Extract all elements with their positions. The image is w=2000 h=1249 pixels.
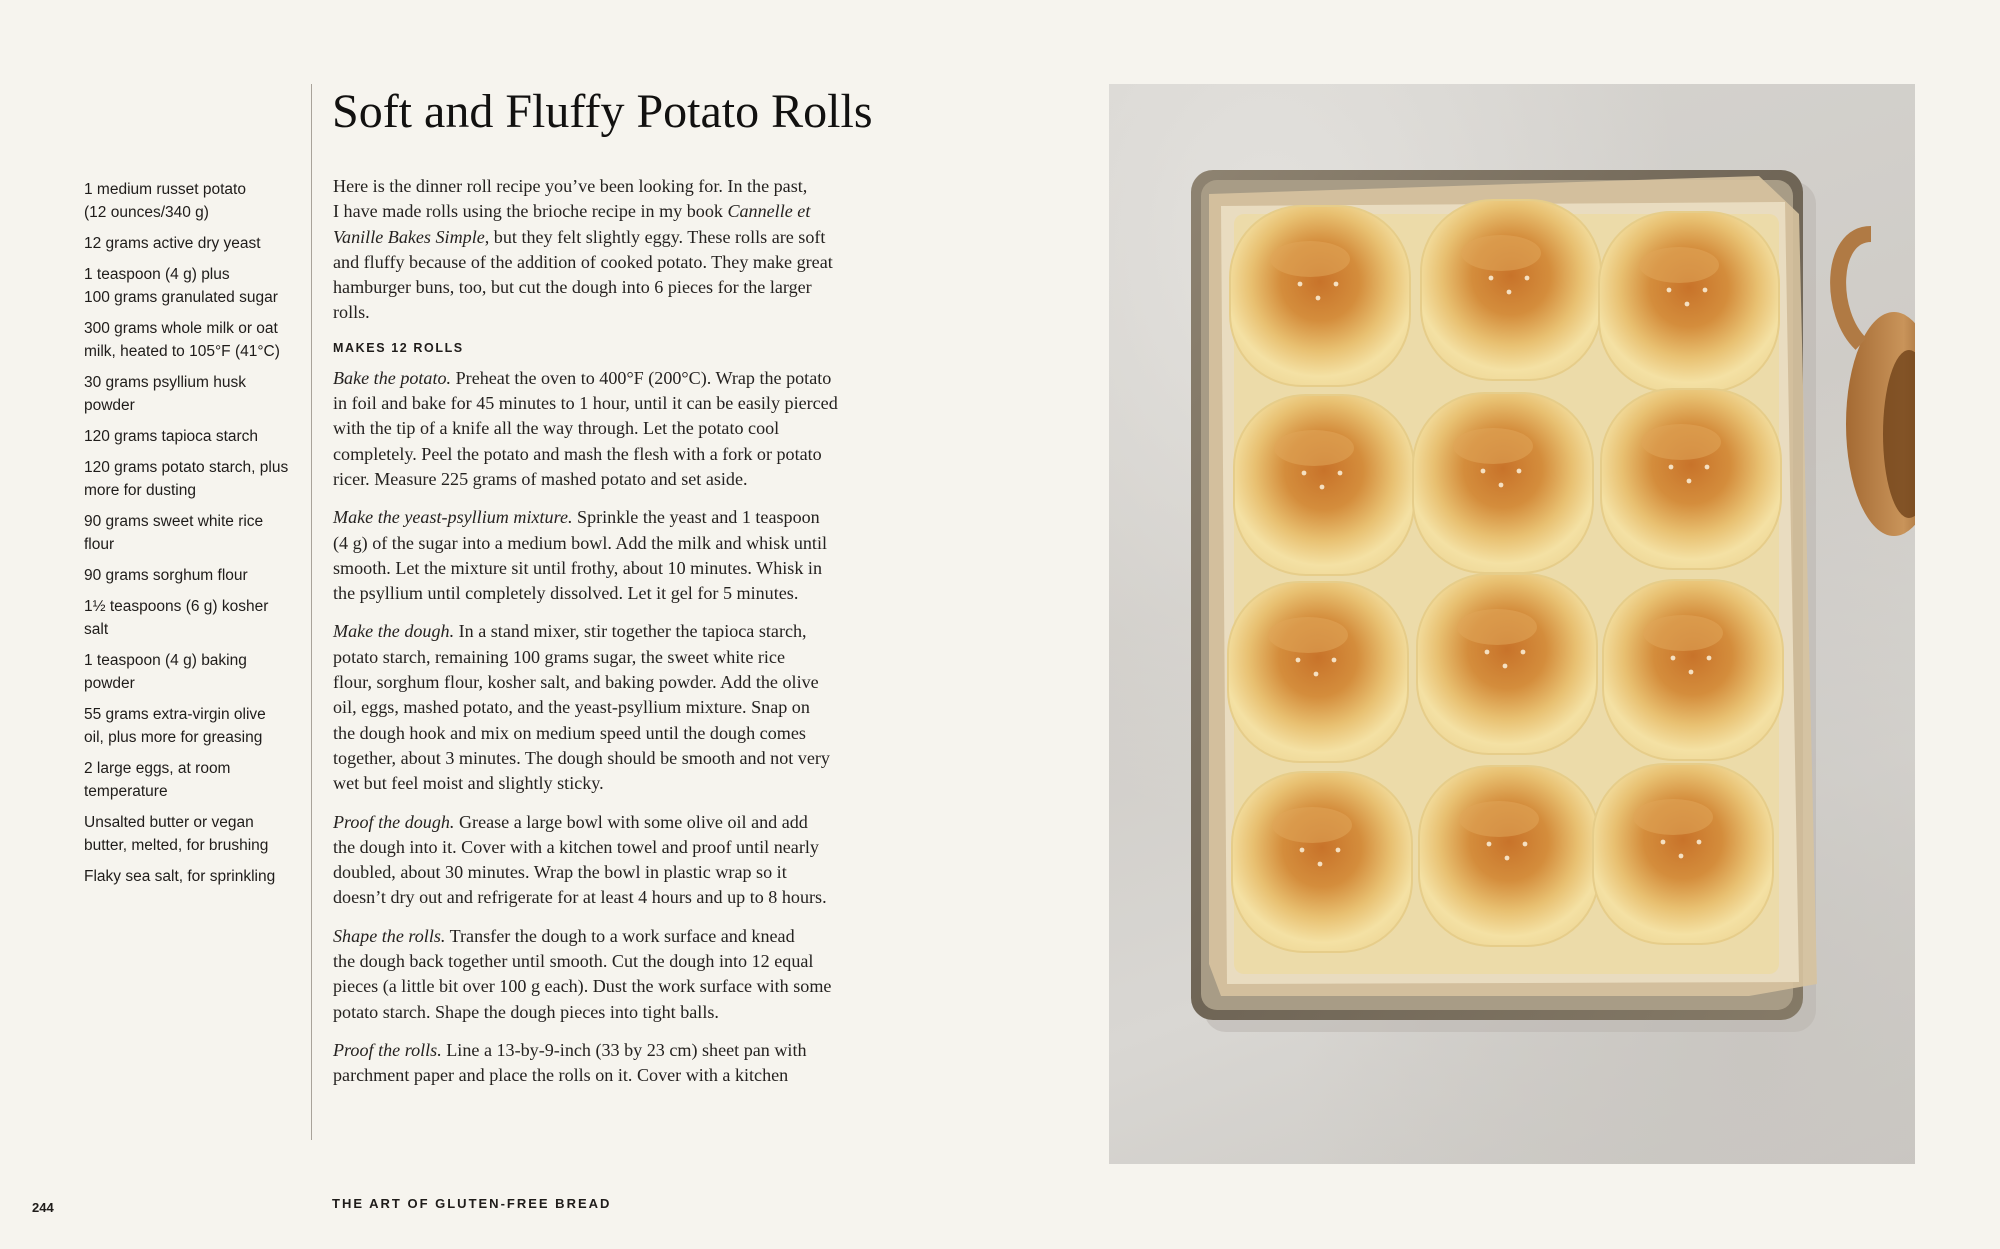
- step-heading: Make the dough.: [333, 621, 455, 642]
- potato-roll: [1413, 393, 1593, 573]
- step-line: [333, 810, 903, 835]
- ingredient-line: 1½ teaspoons (6 g) kosher: [84, 598, 269, 615]
- ingredient-item: [84, 263, 306, 309]
- potato-roll: [1230, 206, 1410, 386]
- step-line: [333, 619, 903, 644]
- ingredient-item: [84, 757, 306, 803]
- ingredient-line: Flaky sea salt, for sprinkling: [84, 868, 276, 885]
- intro-line: rolls.: [333, 302, 370, 323]
- ingredient-line: 30 grams psyllium husk: [84, 374, 246, 391]
- method-step: [333, 366, 903, 492]
- intro-text: I have made rolls using the brioche recipe in my book: [333, 201, 728, 222]
- ingredient-line: powder: [84, 675, 135, 692]
- ingredient-line: powder: [84, 397, 135, 414]
- step-line: together, about 3 minutes. The dough should be smooth and not very: [333, 747, 830, 768]
- ingredient-line: salt: [84, 621, 109, 638]
- potato-roll: [1232, 772, 1412, 952]
- step-line: flour, sorghum flour, kosher salt, and baking powder. Add the olive: [333, 672, 819, 693]
- running-footer: THE ART OF GLUTEN-FREE BREAD: [332, 1196, 612, 1211]
- page-number: 244: [32, 1200, 54, 1215]
- step-text: In a stand mixer, stir together the tapioca starch,: [454, 621, 807, 642]
- intro-line: hamburger buns, too, but cut the dough into 6 pieces for the larger: [333, 277, 812, 298]
- potato-roll: [1417, 574, 1597, 754]
- ingredient-line: butter, melted, for brushing: [84, 837, 269, 854]
- step-line: parchment paper and place the rolls on it. Cover with a kitchen: [333, 1065, 789, 1086]
- ingredient-line: milk, heated to 105°F (41°C): [84, 343, 280, 360]
- recipe-yield: MAKES 12 ROLLS: [333, 340, 464, 355]
- ingredient-item: [84, 811, 306, 857]
- ingredient-item: [84, 703, 306, 749]
- method-step: [333, 1038, 903, 1089]
- step-line: with the tip of a knife all the way through. Let the potato cool: [333, 418, 780, 439]
- ingredient-item: [84, 510, 306, 556]
- recipe-body: [333, 174, 903, 1102]
- step-line: [333, 924, 903, 949]
- step-line: the dough into it. Cover with a kitchen towel and proof until nearly: [333, 836, 819, 857]
- rolls-illustration: [1109, 84, 1915, 1164]
- step-text: Transfer the dough to a work surface and knead: [445, 925, 795, 946]
- step-heading: Make the yeast-psyllium mixture.: [333, 507, 573, 528]
- intro-line: [333, 225, 903, 250]
- ingredient-item: [84, 178, 306, 224]
- ingredient-line: 90 grams sweet white rice: [84, 513, 264, 530]
- potato-roll: [1421, 200, 1601, 380]
- ingredient-item: [84, 425, 306, 448]
- step-line: [333, 1038, 903, 1063]
- ingredient-line: more for dusting: [84, 482, 196, 499]
- ingredient-item: [84, 317, 306, 363]
- step-line: potato starch. Shape the dough pieces into tight balls.: [333, 1001, 719, 1022]
- step-line: smooth. Let the mixture sit until frothy, about 10 minutes. Whisk in: [333, 557, 822, 578]
- method-step: [333, 924, 903, 1025]
- intro-line: Here is the dinner roll recipe you’ve been looking for. In the past,: [333, 176, 808, 196]
- potato-roll: [1419, 766, 1599, 946]
- potato-roll: [1593, 764, 1773, 944]
- step-heading: Proof the dough.: [333, 811, 455, 832]
- step-line: pieces (a little bit over 100 g each). Dust the work surface with some: [333, 976, 832, 997]
- potato-roll: [1601, 389, 1781, 569]
- ingredient-line: 55 grams extra-virgin olive: [84, 706, 266, 723]
- step-heading: Proof the rolls.: [333, 1039, 442, 1060]
- ingredient-line: (12 ounces/340 g): [84, 204, 209, 221]
- ingredient-line: 2 large eggs, at room: [84, 760, 231, 777]
- step-heading: Bake the potato.: [333, 367, 452, 388]
- ingredient-line: 120 grams potato starch, plus: [84, 459, 289, 476]
- ingredient-list: [84, 178, 306, 896]
- step-text: Grease a large bowl with some olive oil and add: [454, 811, 808, 832]
- ingredient-line: flour: [84, 536, 115, 553]
- intro-line: [333, 199, 903, 224]
- column-divider: [311, 84, 312, 1140]
- ingredient-line: 12 grams active dry yeast: [84, 235, 261, 252]
- ingredient-line: 120 grams tapioca starch: [84, 428, 259, 445]
- step-line: doesn’t dry out and refrigerate for at least 4 hours and up to 8 hours.: [333, 887, 827, 908]
- method-step: [333, 810, 903, 911]
- potato-roll: [1228, 582, 1408, 762]
- intro-text: , but they felt slightly eggy. These rolls are soft: [484, 226, 826, 247]
- step-line: the dough hook and mix on medium speed until the dough comes: [333, 722, 806, 743]
- ingredient-item: [84, 371, 306, 417]
- step-line: [333, 505, 903, 530]
- step-line: completely. Peel the potato and mash the flesh with a fork or potato: [333, 443, 822, 464]
- intro-paragraph: [333, 174, 903, 326]
- step-text: Preheat the oven to 400°F (200°C). Wrap the potato: [451, 367, 832, 388]
- ingredient-item: [84, 649, 306, 695]
- step-text: Sprinkle the yeast and 1 teaspoon: [572, 507, 820, 528]
- ingredient-line: 1 medium russet potato: [84, 181, 246, 198]
- ingredient-item: [84, 232, 306, 255]
- step-line: the dough back together until smooth. Cut the dough into 12 equal: [333, 951, 814, 972]
- step-line: ricer. Measure 225 grams of mashed potato and set aside.: [333, 468, 748, 489]
- ingredient-line: Unsalted butter or vegan: [84, 814, 254, 831]
- potato-roll: [1603, 580, 1783, 760]
- step-line: in foil and bake for 45 minutes to 1 hour, until it can be easily pierced: [333, 393, 838, 414]
- ingredient-line: 300 grams whole milk or oat: [84, 320, 278, 337]
- ingredient-line: temperature: [84, 783, 168, 800]
- ingredient-line: 100 grams granulated sugar: [84, 289, 278, 306]
- ingredient-item: [84, 456, 306, 502]
- step-heading: Shape the rolls.: [333, 925, 446, 946]
- potato-roll: [1599, 212, 1779, 392]
- method-step: [333, 619, 903, 796]
- ingredient-item: [84, 865, 306, 888]
- step-line: [333, 366, 903, 391]
- method-steps: [333, 366, 903, 1089]
- ingredient-line: 1 teaspoon (4 g) plus: [84, 266, 230, 283]
- mug-handle: [1838, 234, 1871, 344]
- ingredient-line: oil, plus more for greasing: [84, 729, 263, 746]
- step-line: oil, eggs, mashed potato, and the yeast-psyllium mixture. Snap on: [333, 697, 810, 718]
- method-step: [333, 505, 903, 606]
- book-title-italic: Cannelle et: [727, 201, 811, 222]
- step-line: wet but feel moist and slightly sticky.: [333, 773, 604, 794]
- recipe-title: Soft and Fluffy Potato Rolls: [332, 85, 873, 138]
- rolls-photo: [1109, 84, 1915, 1164]
- step-line: the psyllium until completely dissolved. Let it gel for 5 minutes.: [333, 583, 799, 604]
- ingredient-item: [84, 564, 306, 587]
- ingredient-item: [84, 595, 306, 641]
- potato-roll: [1234, 395, 1414, 575]
- step-line: potato starch, remaining 100 grams sugar, the sweet white rice: [333, 646, 785, 667]
- step-line: doubled, about 30 minutes. Wrap the bowl in plastic wrap so it: [333, 862, 787, 883]
- step-line: (4 g) of the sugar into a medium bowl. Add the milk and whisk until: [333, 532, 827, 553]
- ingredient-line: 1 teaspoon (4 g) baking: [84, 652, 247, 669]
- intro-line: and fluffy because of the addition of cooked potato. They make great: [333, 251, 833, 272]
- book-title-italic: Vanille Bakes Simple: [333, 226, 485, 247]
- ingredient-line: 90 grams sorghum flour: [84, 567, 248, 584]
- step-text: Line a 13-by-9-inch (33 by 23 cm) sheet pan with: [441, 1039, 807, 1060]
